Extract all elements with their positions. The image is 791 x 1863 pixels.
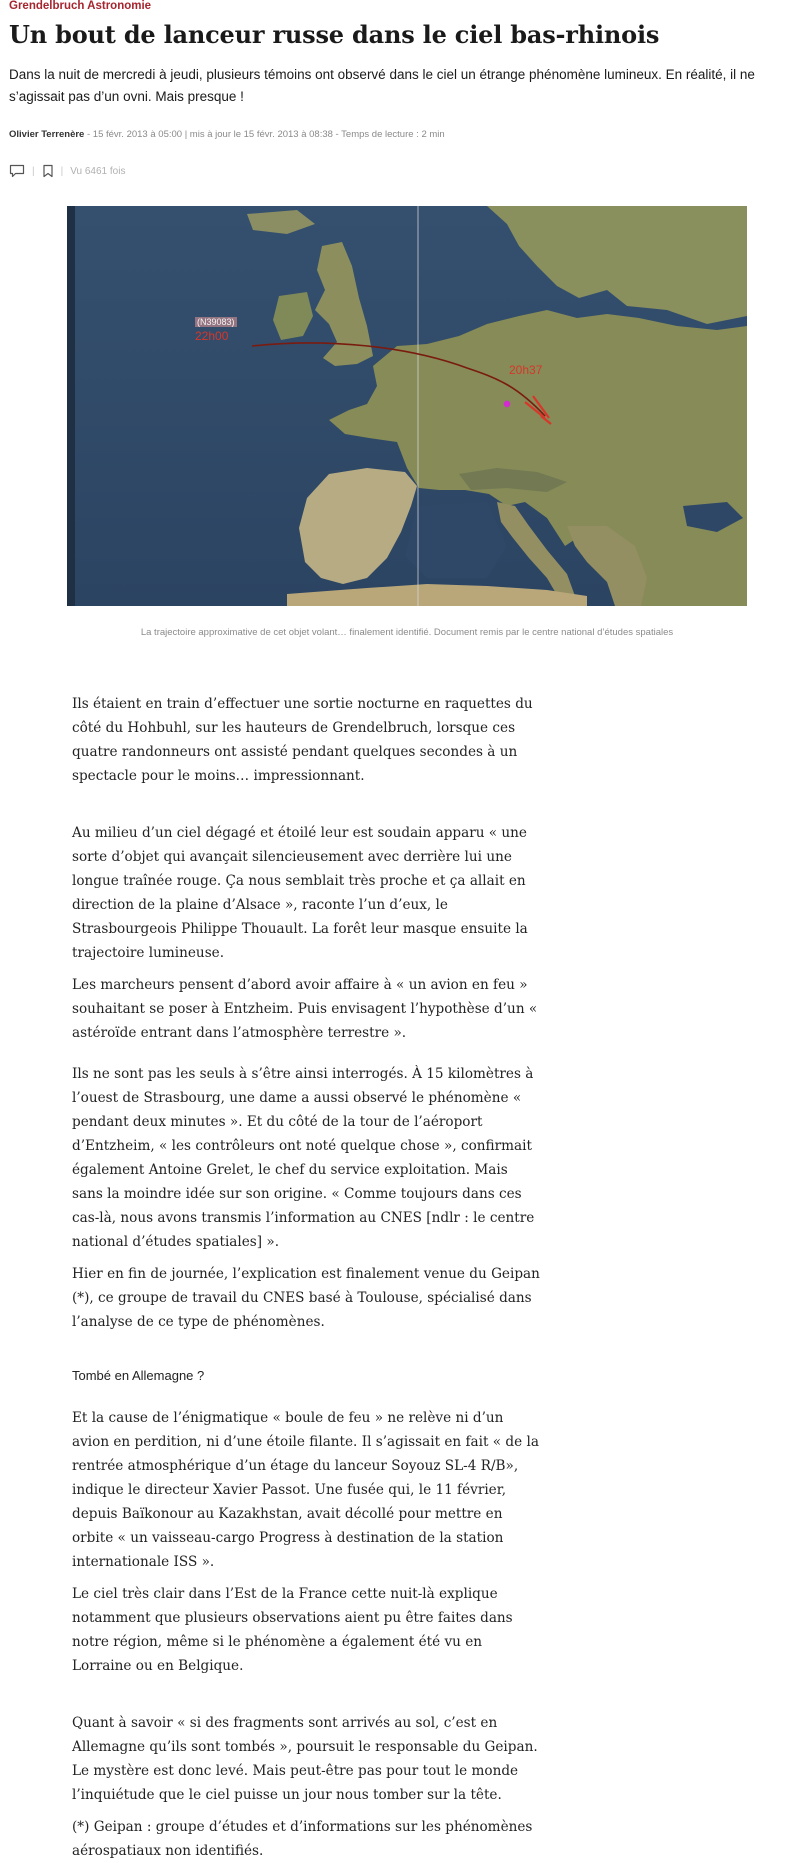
publication-meta: - 15 févr. 2013 à 05:00 | mis à jour le 15 févr. 2013 à 08:38 - Temps de lecture : 2 min xyxy=(84,129,445,140)
paragraph: Le ciel très clair dans l’Est de la France cette nuit-là explique notamment que plusieurs observations aient pu être faites dans notre région, même si le phénomène a également été vu en Lorraine ou en Belgique. xyxy=(72,1586,513,1674)
object-id-label: (N39083) xyxy=(197,317,235,327)
paragraph: Ils ne sont pas les seuls à s’être ainsi interrogés. À 15 kilomètres à l’ouest de Strasbourg, une dame a aussi observé le phénomène « pendant deux minutes ». Et du côté de la tour de l’aéroport d’Entzheim, « les contrôleurs ont noté quelque chose », confirmait également Antoine Grelet, le chef du service exploitation. Mais sans la moindre idée sur son origine. « Comme toujours dans ces cas-là, nous avons transmis l’information au CNES [ndlr : le centre national d’études spatiales] ». xyxy=(72,1066,535,1250)
article-title: Un bout de lanceur russe dans le ciel bas-rhinois xyxy=(9,20,660,49)
view-count: Vu 6461 fois xyxy=(70,165,126,177)
bookmark-icon[interactable] xyxy=(42,164,54,178)
footnote: (*) Geipan : groupe d’études et d’informations sur les phénomènes aérospatiaux non identifiés. xyxy=(72,1819,533,1859)
start-time-label: 22h00 xyxy=(195,329,229,343)
toolbar-separator: | xyxy=(60,165,64,177)
map-image xyxy=(67,206,747,606)
subheading: Tombé en Allemagne ? xyxy=(72,1368,205,1383)
paragraph: Quant à savoir « si des fragments sont arrivés au sol, c’est en Allemagne qu’ils sont tombés », poursuit le responsable du Geipan. Le mystère est donc levé. Mais peut-être pas pour tout le monde l’inquiétude que le ciel puisse un jour nous tomber sur la tête. xyxy=(72,1715,538,1803)
paragraph: Et la cause de l’énigmatique « boule de feu » ne relève ni d’un avion en perdition, ni d’une étoile filante. Il s’agissait en fait « de la rentrée atmosphérique d’un étage du lanceur Soyouz SL-4 R/B», indique le directeur Xavier Passot. Une fusée qui, le 11 février, depuis Baïkonour au Kazakhstan, avait décollé pour mettre en orbite « un vaisseau-cargo Progress à destination de la station internationale ISS ». xyxy=(72,1410,539,1570)
alsace-marker xyxy=(504,401,510,407)
author-name[interactable]: Olivier Terrenère xyxy=(9,129,85,140)
paragraph: Hier en fin de journée, l’explication est finalement venue du Geipan (*), ce groupe de travail du CNES basé à Toulouse, spécialisé dans l’analyse de ce type de phénomènes. xyxy=(72,1266,540,1330)
mediterranean-sea xyxy=(405,502,507,578)
byline xyxy=(9,129,445,140)
article-lead: Dans la nuit de mercredi à jeudi, plusieurs témoins ont observé dans le ciel un étrange phénomène lumineux. En réalité, il ne s’agissait pas d’un ovni. Mais presque ! xyxy=(9,67,755,104)
paragraph: Au milieu d’un ciel dégagé et étoilé leur est soudain apparu « une sorte d’objet qui avançait silencieusement avec derrière lui une longue traînée rouge. Ça nous semblait très proche et ça allait en direction de la plaine d’Alsace », raconte l’un d’eux, le Strasbourgeois Philippe Thouault. La forêt leur masque ensuite la trajectoire lumineuse. xyxy=(72,825,528,961)
category-kicker[interactable]: Grendelbruch Astronomie xyxy=(9,0,152,12)
trajectory-map[interactable] xyxy=(67,206,747,606)
paragraph: Ils étaient en train d’effectuer une sortie nocturne en raquettes du côté du Hohbuhl, sur les hauteurs de Grendelbruch, lorsque ces quatre randonneurs ont assisté pendant quelques secondes à un spectacle pour le moins… impressionnant. xyxy=(72,696,533,784)
toolbar-separator: | xyxy=(32,165,35,177)
article-toolbar xyxy=(9,163,125,179)
figure-caption: La trajectoire approximative de cet objet volant… finalement identifié. Document remis par le centre national d’études spatiales xyxy=(140,627,674,638)
comment-icon[interactable] xyxy=(9,164,25,178)
paragraph: Les marcheurs pensent d’abord avoir affaire à « un avion en feu » souhaitant se poser à Entzheim. Puis envisagent l’hypothèse d’un « astéroïde entrant dans l’atmosphère terrestre ». xyxy=(72,977,538,1041)
article-body xyxy=(72,692,542,1863)
end-time-label: 20h37 xyxy=(509,363,543,377)
